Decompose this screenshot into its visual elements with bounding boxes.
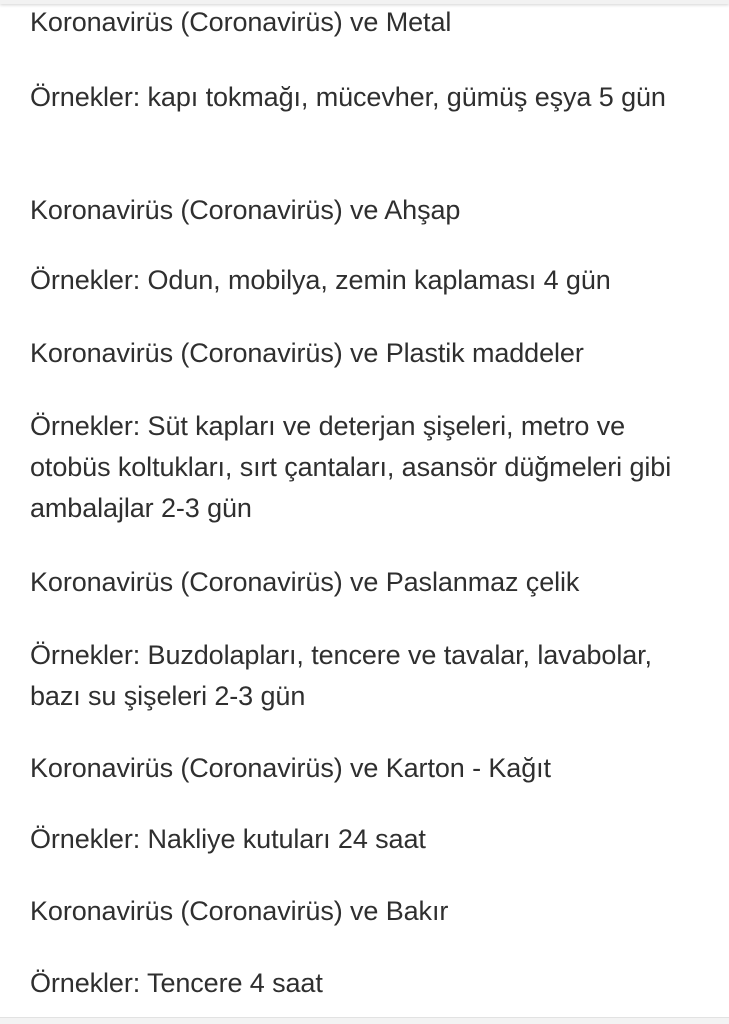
examples-cardboard-paper: Örnekler: Nakliye kutuları 24 saat — [30, 824, 426, 854]
heading-stainless-steel: Koronavirüs (Coronavirüs) ve Paslanmaz çelik — [30, 567, 580, 597]
examples-copper: Örnekler: Tencere 4 saat — [30, 968, 323, 998]
heading-metal: Koronavirüs (Coronavirüs) ve Metal — [30, 7, 452, 37]
heading-plastic: Koronavirüs (Coronavirüs) ve Plastik maddeler — [30, 338, 584, 368]
examples-plastic: Örnekler: Süt kapları ve deterjan şişeleri, metro ve otobüs koltukları, sırt çantaları, asansör düğmeleri gibi ambalajlar 2-3 gün — [30, 411, 672, 523]
examples-wood: Örnekler: Odun, mobilya, zemin kaplaması 4 gün — [30, 265, 611, 295]
examples-stainless-steel: Örnekler: Buzdolapları, tencere ve tavalar, lavabolar, bazı su şişeleri 2-3 gün — [30, 640, 652, 711]
bottom-edge — [0, 1017, 729, 1024]
examples-metal: Örnekler: kapı tokmağı, mücevher, gümüş eşya 5 gün — [30, 82, 666, 112]
heading-wood: Koronavirüs (Coronavirüs) ve Ahşap — [30, 195, 461, 225]
heading-copper: Koronavirüs (Coronavirüs) ve Bakır — [30, 896, 449, 926]
heading-cardboard-paper: Koronavirüs (Coronavirüs) ve Karton - Kağıt — [30, 753, 551, 783]
